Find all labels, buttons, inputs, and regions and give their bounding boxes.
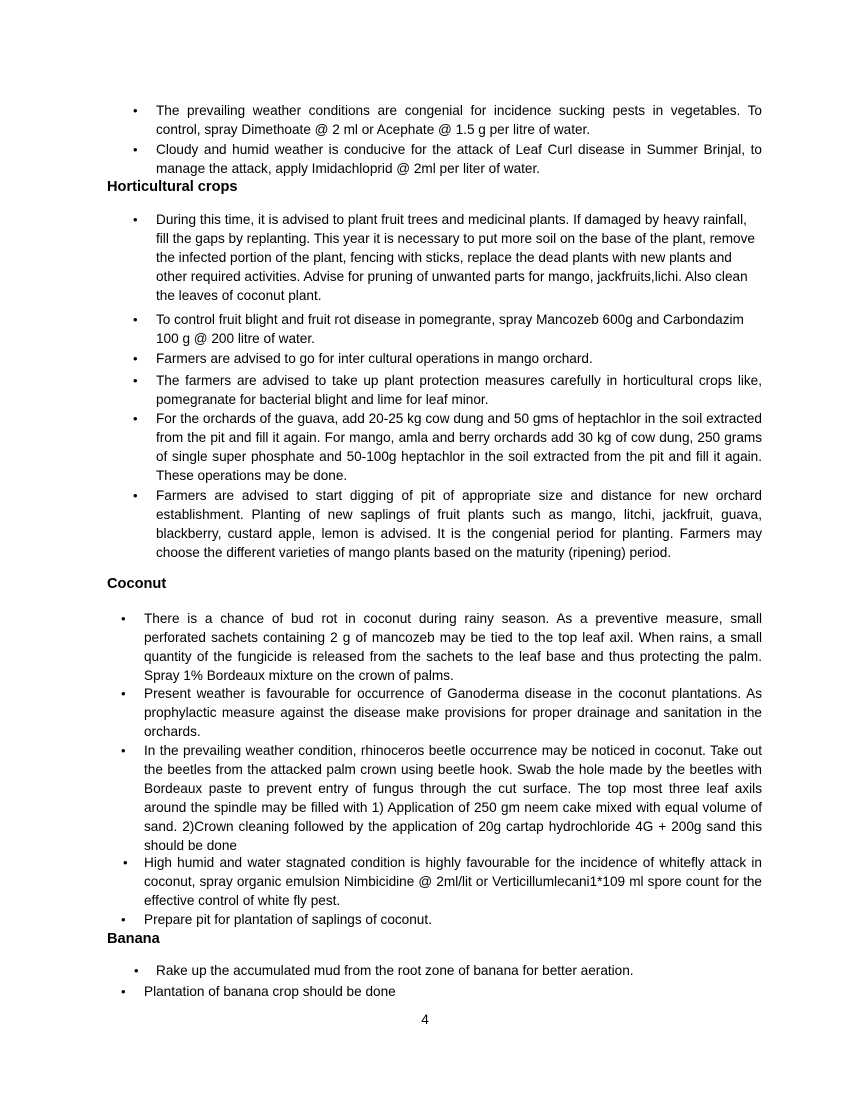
list-item: • High humid and water stagnated condition is highly favourable for the incidence of whitefly attack in coconut, spray organic emulsion Nimbicidine @ 2ml/lit or Verticillumlecani1*109 ml spore count for the effective control of white fly pest. [144, 853, 762, 910]
list-item: • Farmers are advised to go for inter cultural operations in mango orchard. [156, 349, 762, 368]
list-item: • The prevailing weather conditions are congenial for incidence sucking pests in vegetables. To control, spray Dimethoate @ 2 ml or Acephate @ 1.5 g per litre of water. [156, 101, 762, 139]
list-item: • Present weather is favourable for occurrence of Ganoderma disease in the coconut plantations. As prophylactic measure against the disease make provisions for proper drainage and sanitation in the orchards. [144, 684, 762, 741]
list-item: • Farmers are advised to start digging of pit of appropriate size and distance for new orchard establishment. Planting of new saplings of fruit plants such as mango, litchi, jackfruit, guava, blackberry, custard apple, lemon is advised. It is the congenial period for planting. Farmers may choose the different varieties of mango plants based on the maturity (ripening) period. [156, 486, 762, 562]
list-item: • To control fruit blight and fruit rot disease in pomegrante, spray Mancozeb 600g and Carbondazim 100 g @ 200 litre of water. [156, 310, 762, 348]
list-item: • Rake up the accumulated mud from the root zone of banana for better aeration. [156, 961, 762, 980]
section-heading-coconut: Coconut [107, 576, 167, 592]
list-item: • During this time, it is advised to plant fruit trees and medicinal plants. If damaged by heavy rainfall, fill the gaps by replanting. This year it is necessary to put more soil on the base of the plant, remove the infected portion of the plant, fencing with sticks, replace the dead plants with new plants and other required activities. Advise for pruning of unwanted parts for mango, jackfruits,lichi. Also clean the leaves of coconut plant. [156, 210, 762, 305]
list-item: • Cloudy and humid weather is conducive for the attack of Leaf Curl disease in Summer Brinjal, to manage the attack, apply Imidachloprid @ 2ml per liter of water. [156, 140, 762, 178]
list-item: • In the prevailing weather condition, rhinoceros beetle occurrence may be noticed in coconut. Take out the beetles from the attacked palm crown using beetle hook. Swab the hole made by the beetles with Bordeaux paste to prevent entry of fungus through the cut surface. The top most three leaf axils around the spindle may be filled with 1) Application of 250 gm neem cake mixed with equal volume of sand. 2)Crown cleaning followed by the application of 20g cartap hydrochloride 4G + 200g sand this should be done [144, 741, 762, 855]
list-item: • Prepare pit for plantation of saplings of coconut. [144, 910, 762, 929]
list-item: • Plantation of banana crop should be done [144, 982, 762, 1001]
section-heading-horticultural: Horticultural crops [107, 179, 238, 195]
section-heading-banana: Banana [107, 931, 160, 947]
list-item: • The farmers are advised to take up plant protection measures carefully in horticultural crops like, pomegranate for bacterial blight and lime for leaf minor. [156, 371, 762, 409]
list-item: • There is a chance of bud rot in coconut during rainy season. As a preventive measure, small perforated sachets containing 2 g of mancozeb may be tied to the top leaf axil. When rains, a small quantity of the fungicide is released from the sachets to the leaf base and thus protecting the palm. Spray 1% Bordeaux mixture on the crown of palms. [144, 609, 762, 685]
list-item: • For the orchards of the guava, add 20-25 kg cow dung and 50 gms of heptachlor in the soil extracted from the pit and fill it again. For mango, amla and berry orchards add 30 kg of cow dung, 250 grams of single super phosphate and 50-100g heptachlor in the soil extracted from the pit and fill it again. These operations may be done. [156, 409, 762, 485]
page-number: 4 [421, 1012, 429, 1027]
